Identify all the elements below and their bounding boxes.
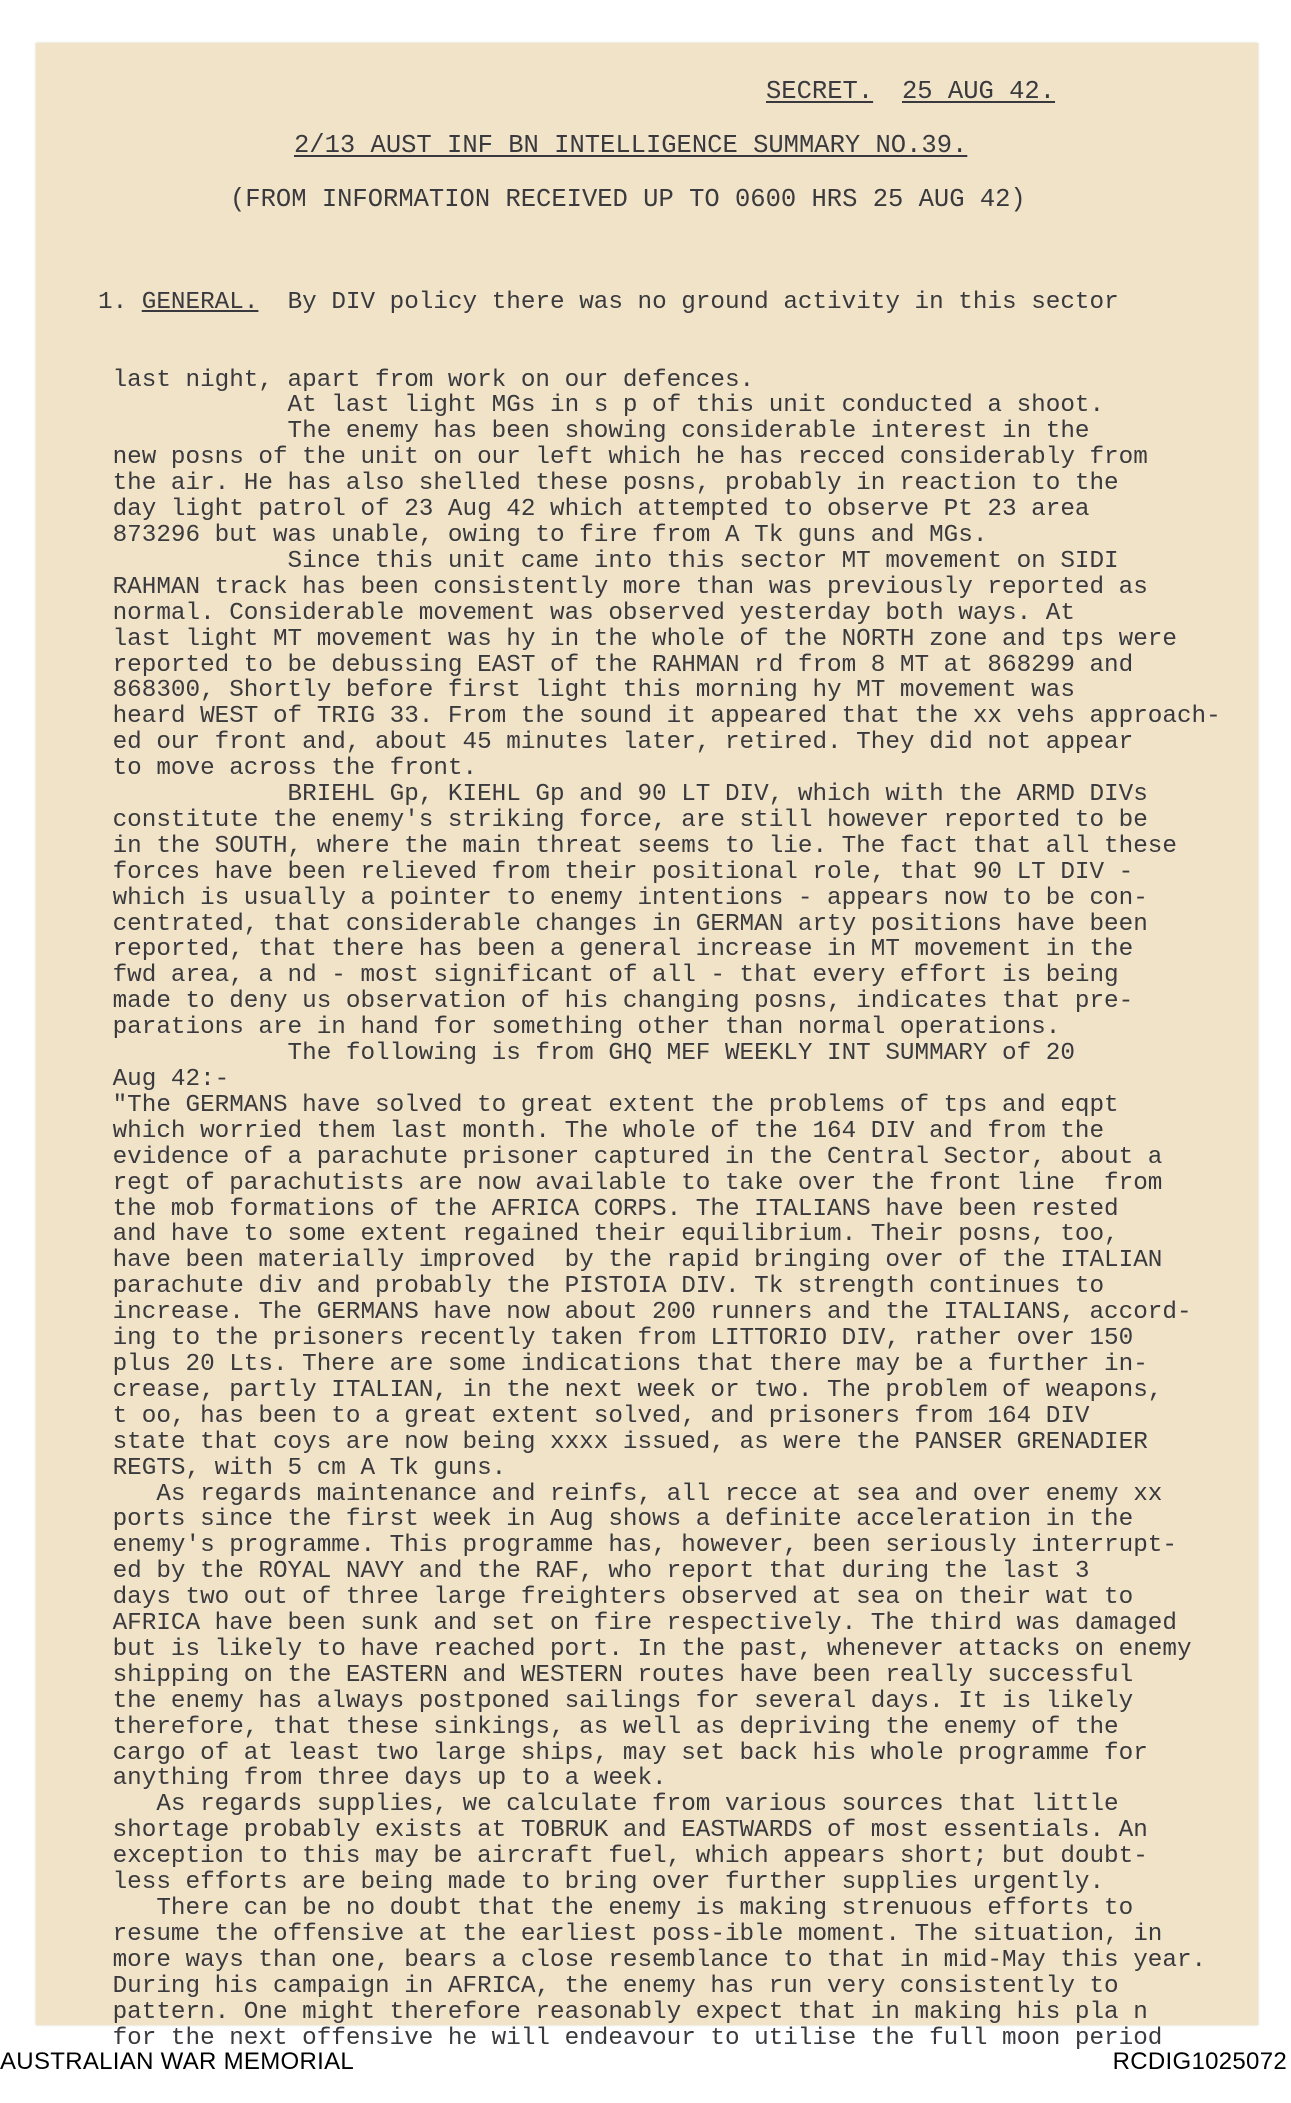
text-line: which is usually a pointer to enemy intentions - appears now to be con- <box>98 884 1148 912</box>
text-line: By DIV policy there was no ground activity in this sector <box>258 288 1119 316</box>
text-line: heard WEST of TRIG 33. From the sound it appeared that the xx vehs approach- <box>98 703 1221 731</box>
text-line: reported to be debussing EAST of the RAHMAN rd from 8 MT at 868299 and <box>98 651 1134 679</box>
text-line: last night, apart from work on our defences. <box>98 366 755 394</box>
document-subtitle: (FROM INFORMATION RECEIVED UP TO 0600 HRS 25 AUG 42) <box>230 185 1026 214</box>
text-line: less efforts are being made to bring over further supplies urgently. <box>98 1869 1105 1897</box>
text-line: the mob formations of the AFRICA CORPS. The ITALIANS have been rested <box>98 1195 1119 1223</box>
text-line: The following is from GHQ MEF WEEKLY INT SUMMARY of 20 <box>98 1040 1075 1068</box>
text-line: reported, that there has been a general increase in MT movement in the <box>98 936 1134 964</box>
text-line: to move across the front. <box>98 755 478 783</box>
text-line: "The GERMANS have solved to great extent the problems of tps and eqpt <box>98 1091 1119 1119</box>
text-line: and have to some extent regained their equilibrium. Their posns, too, <box>98 1221 1119 1249</box>
text-line: cargo of at least two large ships, may set back his whole programme for <box>98 1739 1148 1767</box>
classification-marking: SECRET. <box>766 77 874 106</box>
text-line: Since this unit came into this sector MT movement on SIDI <box>98 547 1119 575</box>
text-line: At last light MGs in s p of this unit conducted a shoot. <box>98 392 1105 420</box>
summary-body <box>98 238 1268 2103</box>
document-date: 25 AUG 42. <box>902 77 1056 106</box>
document-title: 2/13 AUST INF BN INTELLIGENCE SUMMARY NO.39. <box>294 131 968 160</box>
text-line: anything from three days up to a week. <box>98 1765 667 1793</box>
text-line: plus 20 Lts. There are some indications that there may be a further in- <box>98 1350 1148 1378</box>
text-line: crease, partly ITALIAN, in the next week or two. The problem of weapons, <box>98 1376 1163 1404</box>
text-line: last light MT movement was hy in the whole of the NORTH zone and tps were <box>98 625 1177 653</box>
document-page <box>36 43 1258 2052</box>
text-line: shipping on the EASTERN and WESTERN routes have been really successful <box>98 1661 1134 1689</box>
archive-credit: AUSTRALIAN WAR MEMORIAL <box>0 2048 355 2075</box>
text-line: AFRICA have been sunk and set on fire respectively. The third was damaged <box>98 1610 1177 1638</box>
text-line: 873296 but was unable, owing to fire from A Tk guns and MGs. <box>98 521 988 549</box>
text-line: The enemy has been showing considerable interest in the <box>98 418 1090 446</box>
text-line: RAHMAN track has been consistently more than was previously reported as <box>98 573 1148 601</box>
text-line: made to deny us observation of his changing posns, indicates that pre- <box>98 988 1134 1016</box>
archive-reference: RCDIG1025072 <box>1112 2048 1287 2075</box>
text-line: shortage probably exists at TOBRUK and EASTWARDS of most essentials. An <box>98 1817 1148 1845</box>
body-lines <box>98 368 1268 2052</box>
text-line: new posns of the unit on our left which he has recced considerably from <box>98 444 1148 472</box>
text-line: exception to this may be aircraft fuel, which appears short; but doubt- <box>98 1843 1148 1871</box>
text-line: more ways than one, bears a close resemblance to that in mid-May this year. <box>98 1946 1207 1974</box>
text-line: During his campaign in AFRICA, the enemy has run very consistently to <box>98 1972 1119 2000</box>
text-line: but is likely to have reached port. In the past, whenever attacks on enemy <box>98 1635 1192 1663</box>
text-line: There can be no doubt that the enemy is making strenuous efforts to <box>98 1895 1134 1922</box>
text-line: enemy's programme. This programme has, however, been seriously interrupt- <box>98 1532 1177 1560</box>
text-line: normal. Considerable movement was observed yesterday both ways. At <box>98 599 1075 627</box>
text-line: ing to the prisoners recently taken from LITTORIO DIV, rather over 150 <box>98 1325 1134 1353</box>
text-line: As regards maintenance and reinfs, all recce at sea and over enemy xx <box>98 1480 1163 1508</box>
text-line: ed by the ROYAL NAVY and the RAF, who report that during the last 3 <box>98 1558 1090 1586</box>
text-line: fwd area, a nd - most significant of all - that every effort is being <box>98 962 1119 990</box>
text-line: Aug 42:- <box>98 1066 230 1093</box>
section-heading: GENERAL. <box>141 288 259 316</box>
text-line: therefore, that these sinkings, as well as depriving the enemy of the <box>98 1713 1119 1741</box>
text-line: for the next offensive he will endeavour to utilise the full moon period <box>98 2024 1163 2052</box>
text-line: have been materially improved by the rapid bringing over of the ITALIAN <box>98 1247 1163 1275</box>
text-line: resume the offensive at the earliest poss-ible moment. The situation, in <box>98 1920 1163 1948</box>
text-line: 868300, Shortly before first light this morning hy MT movement was <box>98 677 1075 705</box>
text-line: days two out of three large freighters observed at sea on their wat to <box>98 1584 1134 1612</box>
text-line: pattern. One might therefore reasonably expect that in making his pla n <box>98 1998 1148 2026</box>
text-line: the enemy has always postponed sailings for several days. It is likely <box>98 1687 1134 1715</box>
text-line: parations are in hand for something other than normal operations. <box>98 1014 1061 1042</box>
text-line: centrated, that considerable changes in GERMAN arty positions have been <box>98 910 1148 938</box>
text-line: parachute div and probably the PISTOIA DIV. Tk strength continues to <box>98 1273 1105 1301</box>
text-line: BRIEHL Gp, KIEHL Gp and 90 LT DIV, which with the ARMD DIVs <box>98 781 1148 809</box>
text-line: increase. The GERMANS have now about 200 runners and the ITALIANS, accord- <box>98 1299 1192 1327</box>
text-line: day light patrol of 23 Aug 42 which attempted to observe Pt 23 area <box>98 496 1090 524</box>
text-line: state that coys are now being xxxx issued, as were the PANSER GRENADIER <box>98 1428 1148 1456</box>
section-number: 1. <box>98 288 128 316</box>
text-line: the air. He has also shelled these posns, probably in reaction to the <box>98 470 1119 498</box>
first-line <box>98 290 1268 316</box>
text-line: which worried them last month. The whole of the 164 DIV and from the <box>98 1117 1105 1145</box>
text-line: regt of parachutists are now available to take over the front line from <box>98 1169 1163 1197</box>
text-line: t oo, has been to a great extent solved, and prisoners from 164 DIV <box>98 1402 1090 1430</box>
text-line: REGTS, with 5 cm A Tk guns. <box>98 1454 507 1482</box>
text-line: evidence of a parachute prisoner captured in the Central Sector, about a <box>98 1143 1163 1171</box>
text-line: in the SOUTH, where the main threat seems to lie. The fact that all these <box>98 832 1177 860</box>
text-line: forces have been relieved from their positional role, that 90 LT DIV - <box>98 858 1134 886</box>
text-line: ports since the first week in Aug shows a definite acceleration in the <box>98 1506 1134 1534</box>
text-line: constitute the enemy's striking force, are still however reported to be <box>98 806 1148 834</box>
text-line: ed our front and, about 45 minutes later, retired. They did not appear <box>98 729 1134 757</box>
text-line: As regards supplies, we calculate from various sources that little <box>98 1791 1119 1819</box>
